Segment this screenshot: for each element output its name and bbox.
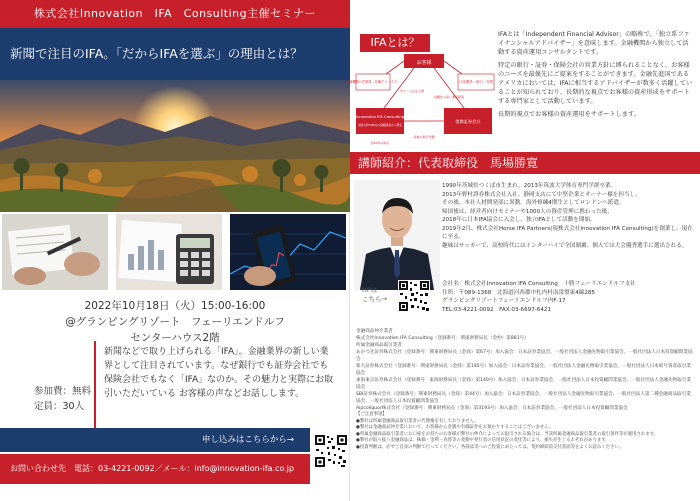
apply-link[interactable]: 申し込みはこちらから→ bbox=[0, 428, 310, 452]
innovation-label: Innovation IFA Consulting bbox=[355, 114, 405, 119]
reg-line: 金融商品仲介業者 bbox=[356, 329, 393, 334]
registration-info bbox=[356, 328, 694, 412]
note-line: ●弊社は所属金融商品取引業者の代理権を有しておりません。 bbox=[356, 418, 479, 424]
landscape-photo bbox=[0, 80, 350, 212]
reg-line: SBI証券株式会社（登録番号：関東財務局長（金商）第44号）加入協会：日本証券業協会、一般社団法人金融先物取引業協会、一般社団法人第二種金融商品取引業協会、一般社団法人日本投資顧問業協会 bbox=[356, 392, 691, 404]
note-line: ●投資判断は、必ずご自身の判断で行ってください。各商品等へのご投資にあたっては、契約締結前交付書面等をよくお読みください。 bbox=[356, 444, 624, 450]
bio-line: 2019年2月、株式会社Horse IFA Partners(現株式会社Innovation IFA Consulting)を創業し、現在に至る。 bbox=[442, 225, 693, 240]
diagram-label-right: 信頼性の高い運用提案 bbox=[434, 95, 465, 99]
apply-qr-code[interactable] bbox=[314, 430, 348, 486]
disclaimer-notes bbox=[356, 412, 694, 452]
seminar-title-bar: 株式会社Innovation IFA Consulting主催セミナー bbox=[0, 0, 350, 28]
event-date: 2022年10月18日（火）15:00-16:00 bbox=[84, 300, 266, 312]
bio-line: 帰国後は、経営者向けセミナーや1000人の資産管理に携わった後、 bbox=[442, 208, 613, 215]
speaker-title-bar: 講師紹介：代表取締役 馬場勝寛 bbox=[350, 152, 700, 174]
ifa-section-title: IFAとは？ bbox=[360, 34, 430, 52]
participation-fee: 参加費：無料 bbox=[34, 386, 92, 397]
ifa-structure-diagram bbox=[345, 52, 496, 152]
reg-line: 楽天証券株式会社（登録番号：関東財務局長（金商）第195号）加入協会：日本証券業協会、一般社団法人金融先物取引業協会、一般社団法人日本暗号資産取引業協会 bbox=[356, 364, 691, 376]
ifa-paragraph: 特定の銀行・証券・保険会社の営業方針に縛られることなく、お客様のニーズを最優先にご提案をすることができます。金融先進国であるアメリカにおいては、IFAに相当するアドバイザーが数多く活躍していることが知られており、長期的な視点でお客様の資産形成をサポートする専門家として活動しています。 bbox=[498, 62, 693, 105]
bio-line: 趣味はサッカーで、高校時代にはインターハイで全国制覇。個人では大会優秀選手に選出される。 bbox=[442, 242, 688, 249]
reg-line: 東海東京証券株式会社（登録番号：東海財務局長（金商）第140号）加入協会：日本証券業協会、一般社団法人日本投資顧問業協会、一般社団法人金融先物取引業協会 bbox=[356, 378, 691, 390]
homepage-qr-code[interactable] bbox=[398, 280, 430, 312]
event-venue: @グランピングリゾート フェーリエンドルフ bbox=[65, 316, 285, 328]
innovation-sub: 全国の約500社の金融商品から選定 bbox=[357, 123, 403, 127]
bio-line: 2018年に日本IFA協会に入会し、独立IFAとして活動を開始。 bbox=[442, 217, 596, 223]
photo-strip bbox=[0, 214, 350, 290]
bio-line: 2013年野村證券株式会社入社。静岡支店にて中堅企業とオーナー様を担当し、 bbox=[442, 191, 641, 198]
innovation-node bbox=[356, 108, 405, 134]
homepage-label: HPは こちら→ bbox=[362, 286, 387, 303]
reg-line: あかつき証券株式会社（登録番号：関東財務局長（金商）第67号）加入協会：日本証券業協会、一般社団法人金融先物取引業協会、一般社団法人日本投資顧問業協会 bbox=[356, 350, 693, 362]
securities-label: 金融機関の営業員（各種アドバイス） bbox=[345, 80, 401, 84]
company-info bbox=[442, 280, 694, 314]
bio-line: その後、本社人材開発部に異動。海外修練4期生としてロンドンへ派遣。 bbox=[442, 200, 625, 206]
partner-label: 口座開設・取引・売買 bbox=[459, 80, 493, 84]
speaker-photo bbox=[354, 180, 440, 290]
speaker-bio bbox=[442, 182, 694, 250]
company-address: 住所：〒089-1368 北海道河西郡中札内村南常盤東4線285 bbox=[442, 289, 596, 296]
brokerage-label: 提携証券会社 bbox=[455, 119, 481, 124]
diagram-bottom-right: 多数の取引実績 bbox=[413, 135, 435, 139]
event-venue-room: センターハウス2階 bbox=[130, 332, 220, 344]
reg-line: Aipcoliquor株式会社（登録番号：関東財務局長（金商）第3193号）加入協会：日本証券業協会、一般社団法人日本投資顧問業協会 bbox=[356, 406, 628, 411]
headline-bar: 新聞で注目のIFA。「だからIFAを選ぶ」の理由とは？ bbox=[0, 28, 350, 80]
brokerage-node bbox=[444, 108, 492, 134]
ifa-explanation bbox=[498, 30, 694, 123]
right-page bbox=[345, 0, 700, 501]
capacity: 定員：30人 bbox=[34, 401, 85, 412]
ifa-paragraph: 長期的視点でお客様の資産運用をサポートします。 bbox=[498, 111, 640, 118]
note-line: 【ご注意事項】 bbox=[356, 412, 387, 417]
client-node bbox=[404, 54, 444, 68]
note-line: ●所属金融商品取引業者にお口座をお持ちのお客様が弊社の仲介によってお取引される場合は、当該所属金融商品取引業者の取引条件等が適用されます。 bbox=[356, 431, 659, 437]
securities-node bbox=[346, 74, 400, 90]
participation-info bbox=[34, 384, 91, 414]
event-info bbox=[0, 298, 350, 346]
company-phone: TEL:03-4221-0092 FAX:03-6697-6421 bbox=[442, 306, 552, 313]
company-name: 会社名：株式会社Innovation IFA Consulting 十勝フェーリエンドルフ支社 bbox=[442, 281, 636, 287]
stock-phone-photo bbox=[230, 214, 346, 290]
bio-line: 1990年茨城県つくば市生まれ。2013年筑波大学体育専門学群卒業。 bbox=[442, 183, 617, 189]
reg-line: 株式会社Innovation IFA Consulting（登録番号：関東財務局長（金仲）第881号） bbox=[356, 336, 529, 341]
reg-line: 所属金融商品取引業者 bbox=[356, 343, 402, 348]
seminar-description: 新聞などで取り上げられる「IFA」。金融業界の新しい業界として注目されています。なぜ銀行でも証券会社でも保険会社でもなく「IFA」なのか。その魅力と実際にお取引いただいている お客様の声などお話しします。 bbox=[94, 341, 344, 433]
calculator-chart-photo bbox=[116, 214, 222, 290]
note-line: ●弊社は金融商品仲介業において、お客様から金銭や有価証券をお預かりすることはございません。 bbox=[356, 425, 554, 431]
ifa-paragraph: IFAとは「Independent Financial Advisor」の略称で、「独立系ファイナンシャルアドバイザー」を意味します。金融機関から独立して活動する資産運用コンサルタントです。 bbox=[498, 31, 690, 56]
note-line: ●弊社が取り扱う金融商品は、株価・金利・為替等の変動や発行者の信用状況の変化等により、損失が生じるおそれがあります。 bbox=[356, 438, 610, 444]
hands-writing-photo bbox=[2, 214, 108, 290]
company-address-2: グランピングリゾートフェーリエンドルフ内F-17 bbox=[442, 298, 566, 304]
contact-bar: お問い合わせ先 電話：03-4221-0092／メール：info@innovation-ifa.co.jp bbox=[0, 454, 310, 484]
client-label: お客様 bbox=[416, 60, 432, 66]
partner-node bbox=[458, 74, 494, 90]
diagram-label-left: 中立・公正な立場 bbox=[400, 89, 425, 93]
diagram-bottom-left: 約10年の取引 bbox=[370, 141, 390, 145]
